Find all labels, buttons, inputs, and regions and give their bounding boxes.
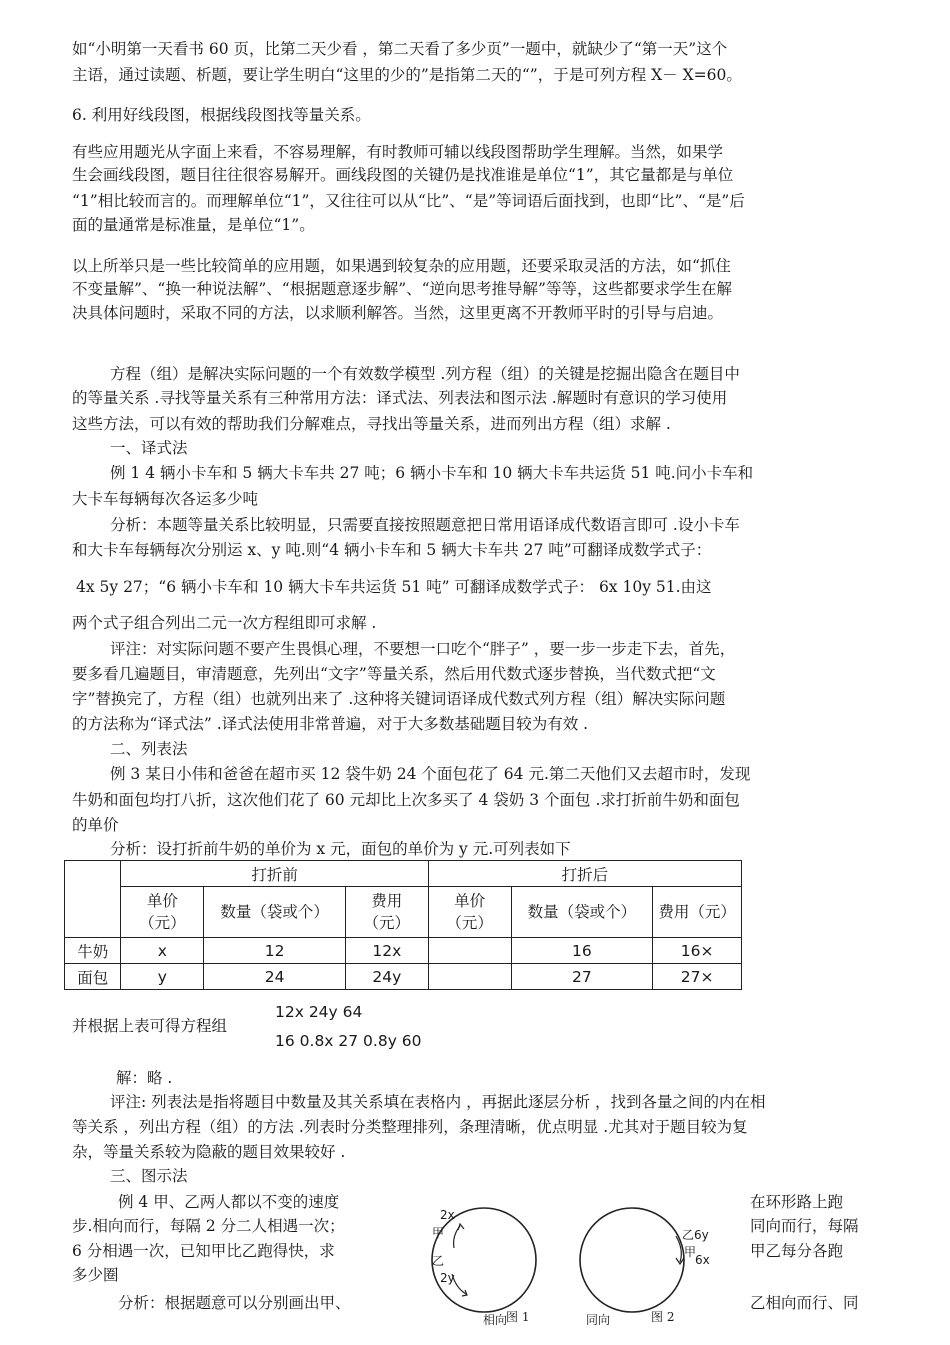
paragraph-line: 有些应用题光从字面上来看，不容易理解，有时教师可辅以线段图帮助学生理解。当然，如果学 [72, 143, 724, 161]
section-heading: 一、译式法 [110, 439, 188, 457]
paragraph-line: 步.相向而行，每隔 2 分二人相遇一次； [72, 1217, 345, 1235]
paragraph-line: 例 3 某日小伟和爸爸在超市买 12 袋牛奶 24 个面包花了 64 元.第二天他们又去超市时，发现 [110, 765, 751, 783]
table-group-header-before: 打折前 [121, 861, 428, 887]
paragraph-line: 例 4 甲、乙两人都以不变的速度 [118, 1193, 340, 1211]
fig1-label-jia: 甲 [432, 1226, 445, 1240]
table-cell [428, 938, 511, 964]
paragraph-line: 分析：根据题意可以分别画出甲、 [118, 1294, 351, 1312]
fig2-caption-mode: 同向 [586, 1313, 611, 1327]
table-cell: y [121, 964, 204, 990]
paragraph-line: 例 1 4 辆小卡车和 5 辆大卡车共 27 吨；6 辆小卡车和 10 辆大卡车共运货 51 吨.问小卡车和 [110, 464, 754, 482]
table-header-cell: 数量（袋或个） [511, 887, 653, 938]
table-cell: 27× [653, 964, 742, 990]
paragraph-line: 4x 5y 27；“6 辆小卡车和 10 辆大卡车共运货 51 吨” 可翻译成数学式子： 6x 10y 51.由这 [76, 578, 712, 596]
table-row [65, 964, 742, 990]
fig1-caption: 图 1 [506, 1310, 530, 1324]
section-heading: 三、图示法 [110, 1167, 188, 1185]
paragraph-line: 分析：设打折前牛奶的单价为 x 元，面包的单价为 y 元.可列表如下 [110, 840, 571, 858]
table-sub-header-row [65, 887, 742, 938]
table-header-cell: 费用（元） [345, 887, 428, 938]
section-heading: 6. 利用好线段图，根据线段图找等量关系。 [72, 106, 371, 124]
fig1-caption-mode: 相向 [483, 1313, 508, 1327]
paragraph-line: “1”相比较而言的。而理解单位“1”，又往往可以从“比”、“是”等词语后面找到，也即“比”、“是”后 [72, 192, 745, 210]
fig2-label-6x: 6x [695, 1253, 710, 1267]
fig2-caption: 图 2 [651, 1310, 675, 1324]
fig1-label-2x: 2x [440, 1208, 455, 1222]
paragraph-line: 甲乙每分各跑 [750, 1242, 844, 1260]
paragraph-line: 方程（组）是解决实际问题的一个有效数学模型 .列方程（组）的关键是挖掘出隐含在题目中 [110, 365, 740, 383]
fig1-label-yi: 乙 [432, 1254, 445, 1268]
fig2-label-jia: 甲 [684, 1245, 697, 1259]
paragraph-line: 生会画线段图，题目往往很容易解开。画线段图的关键仍是找准谁是单位“1”，其它量都是与单位 [72, 166, 734, 184]
paragraph-line: 的单价 [72, 816, 119, 834]
table-cell: 24y [345, 964, 428, 990]
paragraph-line: 字”替换完了，方程（组）也就列出来了 .这种将关键词语译成代数式列方程（组）解决实际问题 [72, 690, 726, 708]
paragraph-line: 6 分相遇一次，已知甲比乙跑得快，求 [72, 1242, 335, 1260]
table-cell: x [121, 938, 204, 964]
paragraph-line: 评注：对实际问题不要产生畏惧心理，不要想一口吃个“胖子” ，要一步一步走下去，首先， [110, 640, 736, 658]
paragraph-line: 分析：本题等量关系比较明显，只需要直接按照题意把日常用语译成代数语言即可 .设小卡车 [110, 516, 740, 534]
fig1-label-2y: 2y [440, 1271, 455, 1285]
table-cell: 27 [511, 964, 653, 990]
paragraph-line: 以上所举只是一些比较简单的应用题，如果遇到较复杂的应用题，还要采取灵活的方法，如“抓住 [72, 257, 731, 275]
table-header-cell: 数量（袋或个） [204, 887, 346, 938]
paragraph-line: 不变量解”、“换一种说法解”、“根据题意逐步解”、“逆向思考推导解”等等，这些都要求学生在解 [72, 280, 732, 298]
table-cell: 16× [653, 938, 742, 964]
paragraph-line: 主语，通过读题、析题，要让学生明白“这里的少的”是指第二天的“”，于是可列方程 X－ X=60。 [72, 66, 742, 84]
equation-line-2: 16 0.8x 27 0.8y 60 [275, 1032, 422, 1050]
paragraph-line: 如“小明第一天看书 60 页，比第二天少看 ，第二天看了多少页”一题中，就缺少了“第一天”这个 [72, 40, 728, 58]
table-header-cell: 费用（元） [653, 887, 742, 938]
paragraph-line: 的方法称为“译式法” .译式法使用非常普遍，对于大多数基础题目较为有效 . [72, 715, 589, 733]
paragraph-line: 多少圈 [72, 1266, 119, 1284]
paragraph-line: 决具体问题时，采取不同的方法，以求顺利解答。当然，这里更离不开教师平时的引导与启迪。 [72, 304, 724, 322]
paragraph-line: 同向而行，每隔 [750, 1217, 859, 1235]
table-header-cell: 单价（元） [121, 887, 204, 938]
equation-line-1: 12x 24y 64 [275, 1003, 363, 1021]
paragraph-line: 在环形路上跑 [750, 1193, 844, 1211]
table-row-label: 牛奶 [65, 938, 121, 964]
paragraph-line: 杂，等量关系较为隐蔽的题目效果较好 . [72, 1143, 346, 1161]
paragraph-line: 两个式子组合列出二元一次方程组即可求解 . [72, 614, 377, 632]
circle-track-2 [572, 1200, 692, 1320]
paragraph-line: 面的量通常是标准量，是单位“1”。 [72, 216, 315, 234]
paragraph-line: 和大卡车每辆每次分别运 x、y 吨.则“4 辆小卡车和 5 辆大卡车共 27 吨”可翻译成数学式子： [72, 541, 712, 559]
fig2-label-yi-6y: 乙6y [682, 1228, 709, 1242]
paragraph-line: 这些方法，可以有效的帮助我们分解难点，寻找出等量关系，进而列出方程（组）求解 . [72, 415, 671, 433]
section-heading: 二、列表法 [110, 740, 188, 758]
paragraph-line: 牛奶和面包均打八折，这次他们花了 60 元却比上次多买了 4 袋奶 3 个面包 .求打折前牛奶和面包 [72, 791, 740, 809]
equation-intro: 并根据上表可得方程组 [72, 1017, 228, 1035]
paragraph-line: 大卡车每辆每次各运多少吨 [72, 490, 259, 508]
table-row [65, 938, 742, 964]
table-cell [428, 964, 511, 990]
table-cell: 12 [204, 938, 346, 964]
paragraph-line: 的等量关系 .寻找等量关系有三种常用方法：译式法、列表法和图示法 .解题时有意识的学习使用 [72, 389, 728, 407]
table-group-header-row [65, 861, 742, 887]
table-cell: 12x [345, 938, 428, 964]
table-header-cell: 单价（元） [428, 887, 511, 938]
paragraph-line: 评注: 列表法是指将题目中数量及其关系填在表格内 ，再据此逐层分析 ，找到各量之间的内在相 [110, 1093, 766, 1111]
table-corner-cell [65, 861, 121, 938]
paragraph-line: 乙相向而行、同 [750, 1294, 859, 1312]
price-table [64, 860, 742, 990]
table-row-label: 面包 [65, 964, 121, 990]
table-group-header-after: 打折后 [428, 861, 741, 887]
table-cell: 16 [511, 938, 653, 964]
paragraph-line: 等关系 ，列出方程（组）的方法 .列表时分类整理排列，条理清晰，优点明显 .尤其对于题目较为复 [72, 1118, 748, 1136]
paragraph-line: 解：略 . [116, 1069, 173, 1087]
paragraph-line: 要多看几遍题目，审清题意，先列出“文字”等量关系，然后用代数式逐步替换，当代数式把“文 [72, 665, 716, 683]
table-cell: 24 [204, 964, 346, 990]
